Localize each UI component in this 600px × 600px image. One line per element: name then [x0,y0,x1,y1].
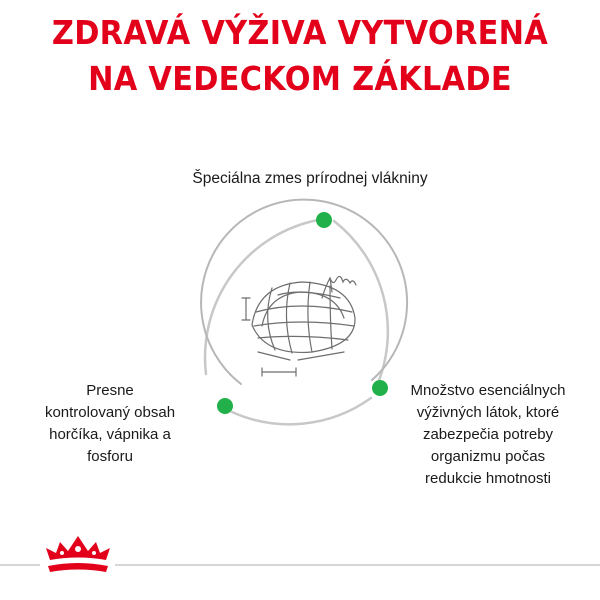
bullet-dot-left [217,398,233,414]
title-line-1: ZDRAVÁ VÝŽIVA VYTVORENÁ [51,13,549,52]
feature-top-line-1: Špeciálna zmes prírodnej vlákniny [192,170,428,187]
kibble-sketch-icon [242,276,356,376]
title-line-2: NA VEDECKOM ZÁKLADE [88,59,512,98]
feature-left-line-3: horčíka, vápnika a [49,426,171,443]
feature-right-line-4: organizmu počas [430,448,546,465]
bullet-dot-right [372,380,388,396]
feature-left-line-1: Presne [86,382,134,399]
feature-right-line-3: zabezpečia potreby [422,426,554,443]
feature-left-line-2: kontrolovaný obsah [44,404,176,421]
bullet-dot-top [316,212,332,228]
feature-right-line-2: výživných látok, ktoré [416,404,560,421]
feature-left-line-4: fosforu [87,448,133,465]
royal-canin-crown-logo [46,536,110,572]
feature-right-line-5: redukcie hmotnosti [425,470,551,487]
feature-right-line-1: Množstvo esenciálnych [410,382,566,399]
